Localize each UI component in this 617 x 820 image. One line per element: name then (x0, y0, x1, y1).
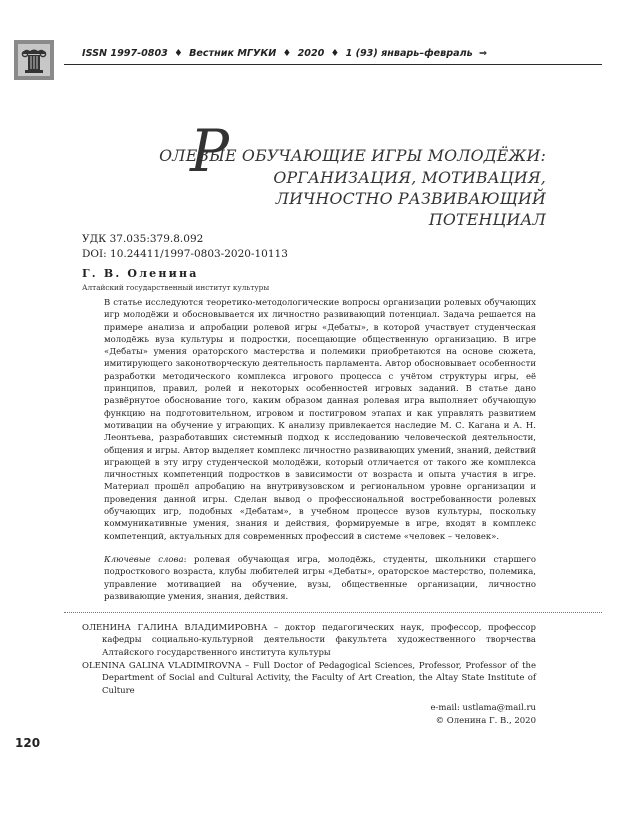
keywords (104, 554, 536, 603)
keywords-label: Ключевые слова (104, 555, 184, 565)
title-line-2: ОРГАНИЗАЦИЯ, МОТИВАЦИЯ, (273, 168, 546, 187)
title-line-3: ЛИЧНОСТНО РАЗВИВАЮЩИЙ (275, 189, 546, 208)
doi: DOI: 10.24411/1997-0803-2020-10113 (82, 248, 288, 260)
header-separator-icon: ♦ (282, 48, 292, 59)
issue: 1 (93) январь–февраль (345, 48, 473, 59)
header-rule (64, 64, 602, 65)
journal-logo (14, 40, 54, 80)
keywords-text: : ролевая обучающая игра, молодёжь, студенты, школьники старшего подросткового возраста, клубы любителей игры «Дебаты», ораторское мастерство, полемика, управление мотивацией на обучение, вузы, общественные организации, личностно развивающие умения, знания, действия. (104, 555, 536, 602)
running-header (82, 48, 602, 59)
article-title (159, 117, 546, 229)
abstract (104, 297, 536, 543)
author-name: Г. В. Оленина (82, 267, 199, 280)
issn: ISSN 1997-0803 (82, 48, 168, 59)
dotted-divider (64, 612, 602, 613)
copyright: © Оленина Г. В., 2020 (435, 716, 536, 726)
title-line-1: ОЛЕВЫЕ ОБУЧАЮЩИЕ ИГРЫ МОЛОДЁЖИ: (159, 146, 546, 165)
arrow-right-icon: ⇒ (479, 48, 488, 59)
journal-name: Вестник МГУКИ (189, 48, 277, 59)
author-bio-ru: ОЛЕНИНА ГАЛИНА ВЛАДИМИРОВНА – доктор педагогических наук, профессор, профессор кафедры социально-культурной деятельности факультета художественного творчества Алтайского государственного института культуры (82, 623, 536, 658)
header-separator-icon: ♦ (174, 48, 183, 59)
header-separator-icon: ♦ (330, 48, 340, 59)
year: 2020 (297, 48, 325, 59)
author-affiliation: Алтайский государственный институт культуры (82, 283, 270, 292)
page-number: 120 (15, 736, 41, 750)
title-line-4: ПОТЕНЦИАЛ (428, 210, 546, 229)
author-email: e-mail: ustlama@mail.ru (430, 703, 536, 713)
udk: УДК 37.035:379.8.092 (82, 233, 204, 245)
abstract-text: В статье исследуются теоретико-методологические вопросы организации ролевых обучающих игр молодёжи и обосновывается их личностно развивающий потенциал. Задача решается на примере анализа и апробации ролевой игры «Дебаты», в которой участвует студенческая молодёжь вуза культуры и подростки, посещающие общественную организацию. В игре «Дебаты» умения ораторского мастерства и полемики приобретаются на основе сюжета, имитирующего законотворческую деятельность парламента. Автор обосновывает особенности разработки методического комплекса игрового процесса с учётом структуры игры, её принципов, правил, ролей и некоторых особенностей игровых заданий. В статье дано развёрнутое обоснование того, каким образом данная ролевая игра выполняет обучающую функцию на подготовительном, игровом и постигровом этапах и как управлять развитием мотивации на обучение у играющих. К анализу привлекается наследие М. С. Кагана и А. Н. Леонтьева, разработавших системный подход к исследованию человеческой деятельности, общения и игры. Автор выделяет комплекс личностно развивающих умений, знаний, действий играющей в эту игру студенческой молодёжи, который отличается от такого же комплекса личностных компетенций подростков в зависимости от возраста и опыта участия в игре. Материал прошёл апробацию на внутривузовском и региональном уровне организации и проведения данной игры. Сделан вывод о профессиональной востребованности ролевых обучающих игр, подобных «Дебатам», в учебном процессе вузов культуры, поскольку коммуникативные умения, знания и действия, формируемые в игре, входят в комплекс компетенций, актуальных для современных профессий в системе «человек – человек». (104, 298, 536, 542)
title-initial: Р (190, 117, 230, 185)
author-bio-en: OLENINA GALINA VLADIMIROVNA – Full Doctor of Pedagogical Sciences, Professor, Professor of the Department of Social and Cultural Activity, the Faculty of Art Creation, the Altay State Institute of Culture (82, 661, 536, 696)
